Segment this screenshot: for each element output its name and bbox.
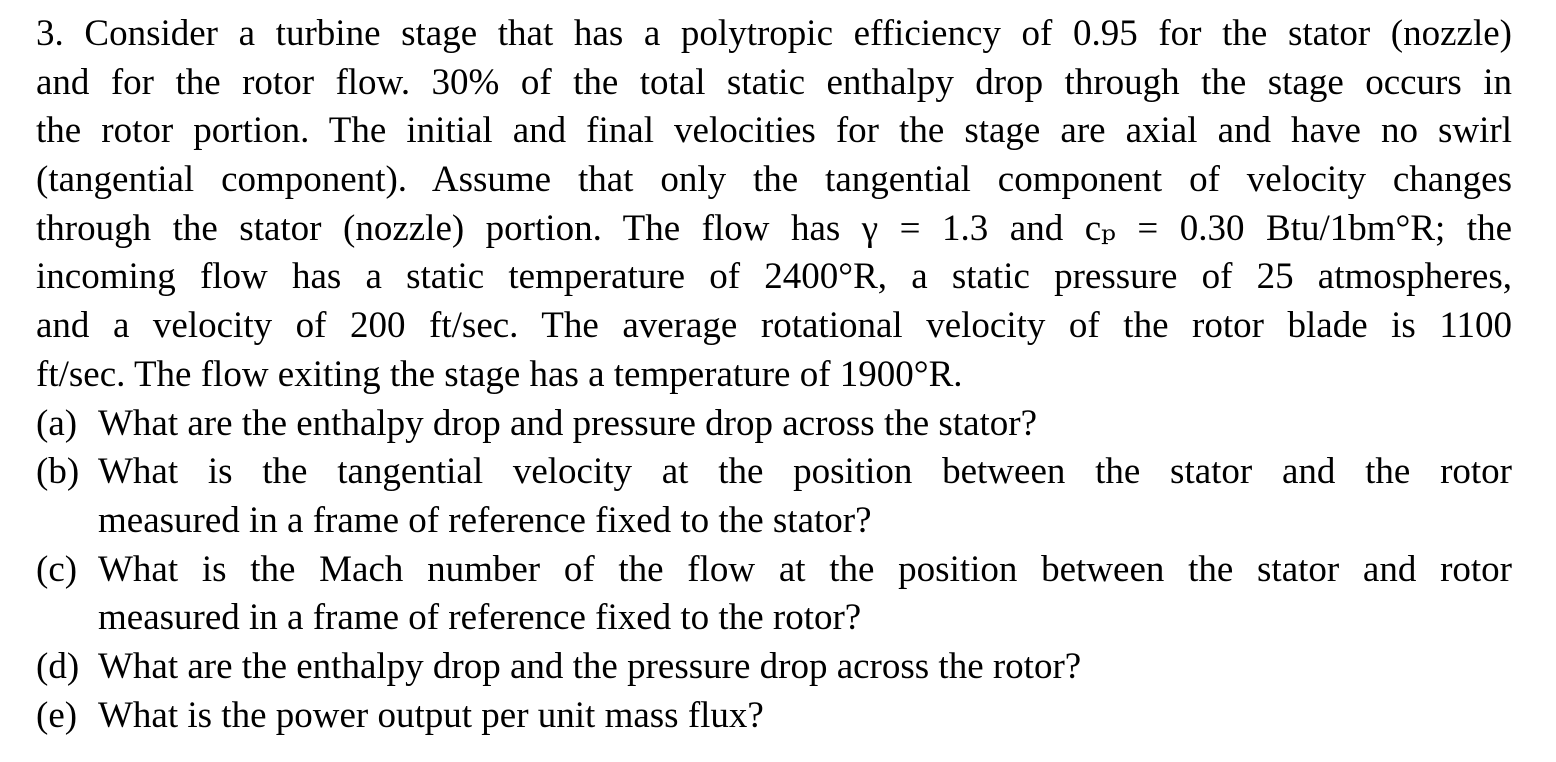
statement-line: 3. Consider a turbine stage that has a polytropic efficiency of 0.95 for the stator (nozzle)	[36, 13, 1512, 54]
part-label: (d)	[36, 645, 80, 687]
statement-line: and for the rotor flow. 30% of the total static enthalpy drop through the stage occurs in	[36, 61, 1512, 103]
question-part-e	[36, 692, 1512, 741]
statement-line: the rotor portion. The initial and final velocities for the stage are axial and have no swirl	[36, 110, 1512, 152]
part-label: (e)	[36, 694, 78, 736]
part-text: What are the enthalpy drop and the pressure drop across the rotor?	[98, 645, 1082, 687]
part-label: (c)	[36, 548, 78, 590]
question-part-c	[36, 546, 1512, 643]
statement-line: through the stator (nozzle) portion. The flow has γ = 1.3 and cₚ = 0.30 Btu/1bm°R; the	[36, 207, 1512, 249]
part-label: (b)	[36, 451, 80, 493]
statement-line: and a velocity of 200 ft/sec. The average rotational velocity of the rotor blade is 1100	[36, 305, 1512, 347]
problem-document	[36, 10, 1512, 740]
part-text: What is the power output per unit mass flux?	[98, 694, 764, 736]
part-label: (a)	[36, 402, 78, 444]
part-text: What is the Mach number of the flow at the position between the stator and rotor	[98, 548, 1512, 590]
question-part-d	[36, 643, 1512, 692]
statement-line: (tangential component). Assume that only the tangential component of velocity changes	[36, 159, 1512, 201]
part-text: What are the enthalpy drop and pressure drop across the stator?	[98, 402, 1038, 444]
problem-statement	[36, 10, 1512, 400]
question-part-a	[36, 400, 1512, 449]
part-text: measured in a frame of reference fixed to the stator?	[98, 499, 872, 541]
question-part-b	[36, 448, 1512, 545]
statement-line: incoming flow has a static temperature of 2400°R, a static pressure of 25 atmospheres,	[36, 256, 1512, 298]
statement-line: ft/sec. The flow exiting the stage has a temperature of 1900°R.	[36, 353, 963, 395]
part-text: measured in a frame of reference fixed to the rotor?	[98, 597, 862, 639]
part-text: What is the tangential velocity at the position between the stator and the rotor	[98, 451, 1512, 493]
